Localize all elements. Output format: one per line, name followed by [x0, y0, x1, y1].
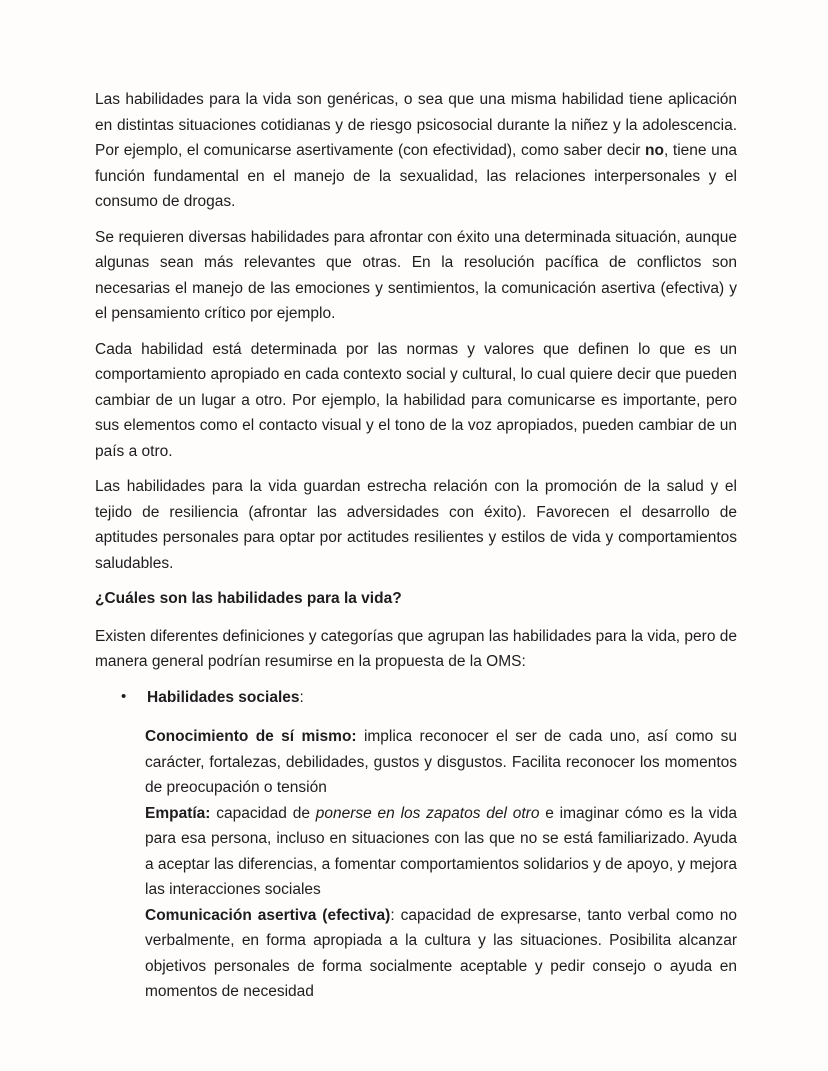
definition-list — [145, 724, 737, 1005]
bold-text-run: Comunicación asertiva (efectiva) — [145, 906, 391, 924]
list-item-habilidades-sociales — [95, 685, 737, 711]
text-run: Las habilidades para la vida guardan estrecha relación con la promoción de la salud y el tejido de resiliencia (afrontar las adversidades con éxito). Favorecen el desarrollo de aptitudes personales para optar por actitudes resilientes y estilos de vida y comportamientos saludables. — [95, 478, 737, 572]
document-content — [95, 87, 737, 1005]
definition-conocimiento-de-si-mismo — [145, 724, 737, 801]
paragraph-diverse-skills — [95, 225, 737, 327]
bold-text-run: no — [645, 142, 664, 159]
definition-empatia — [145, 801, 737, 903]
bold-text-run: ¿Cuáles son las habilidades para la vida? — [95, 590, 402, 607]
bold-text-run: Habilidades sociales — [147, 688, 300, 706]
text-run: implica reconocer el ser de cada uno, así como su carácter, fortalezas, debilidades, gustos y disgustos. Facilita reconocer los momentos de preocupación o tensión — [145, 728, 737, 796]
bold-text-run: Empatía: — [145, 804, 211, 822]
text-run: capacidad de — [210, 804, 316, 822]
text-run: , tiene una función fundamental en el manejo de la sexualidad, las relaciones interpersonales y el consumo de drogas. — [95, 142, 737, 210]
italic-text-run: ponerse en los zapatos del otro — [315, 804, 540, 822]
definition-comunicacion-asertiva — [145, 903, 737, 1005]
list-item-label — [147, 689, 304, 706]
text-run: : — [299, 688, 304, 706]
bold-text-run: Conocimiento de sí mismo: — [145, 728, 357, 745]
text-run: Cada habilidad está determinada por las normas y valores que definen lo que es un comportamiento apropiado en cada contexto social y cultural, lo cual quiere decir que pueden cambiar de un lugar a otro. Por ejemplo, la habilidad para comunicarse es importante, pero sus elementos como el contacto visual y el tono de la voz apropiados, pueden cambiar de un país a otro. — [95, 340, 737, 460]
bullet-icon: • — [121, 687, 127, 705]
text-run: Se requieren diversas habilidades para afrontar con éxito una determinada situación, aunque algunas sean más relevantes que otras. En la resolución pacífica de conflictos son necesarias el manejo de las emociones y sentimientos, la comunicación asertiva (efectiva) y el pensamiento crítico por ejemplo. — [95, 228, 737, 322]
section-heading-cuales-habilidades — [95, 586, 737, 612]
text-run: Las habilidades para la vida son genéricas, o sea que una misma habilidad tiene aplicación en distintas situaciones cotidianas y de riesgo psicosocial durante la niñez y la adolescencia. Por ejemplo, el comunicarse asertivamente (con efectividad), como saber decir — [95, 91, 737, 159]
paragraph-life-skills-generic — [95, 87, 737, 215]
text-run: Existen diferentes definiciones y categorías que agrupan las habilidades para la vida, pero de manera general podrían resumirse en la propuesta de la OMS: — [95, 627, 737, 670]
paragraph-oms-definitions — [95, 624, 737, 675]
paragraph-norms-values — [95, 337, 737, 465]
text-run: : capacidad de expresarse, tanto verbal como no verbalmente, en forma apropiada a la cultura y las situaciones. Posibilita alcanzar objetivos personales de forma socialmente aceptable y pedir consejo o ayuda en momentos de necesidad — [145, 906, 737, 1000]
text-run: e imaginar cómo es la vida para esa persona, incluso en situaciones con las que no se está familiarizado. Ayuda a aceptar las diferencias, a fomentar comportamientos solidarios y de apoyo, y mejora las interacciones sociales — [145, 804, 738, 898]
paragraph-health-promotion — [95, 474, 737, 576]
